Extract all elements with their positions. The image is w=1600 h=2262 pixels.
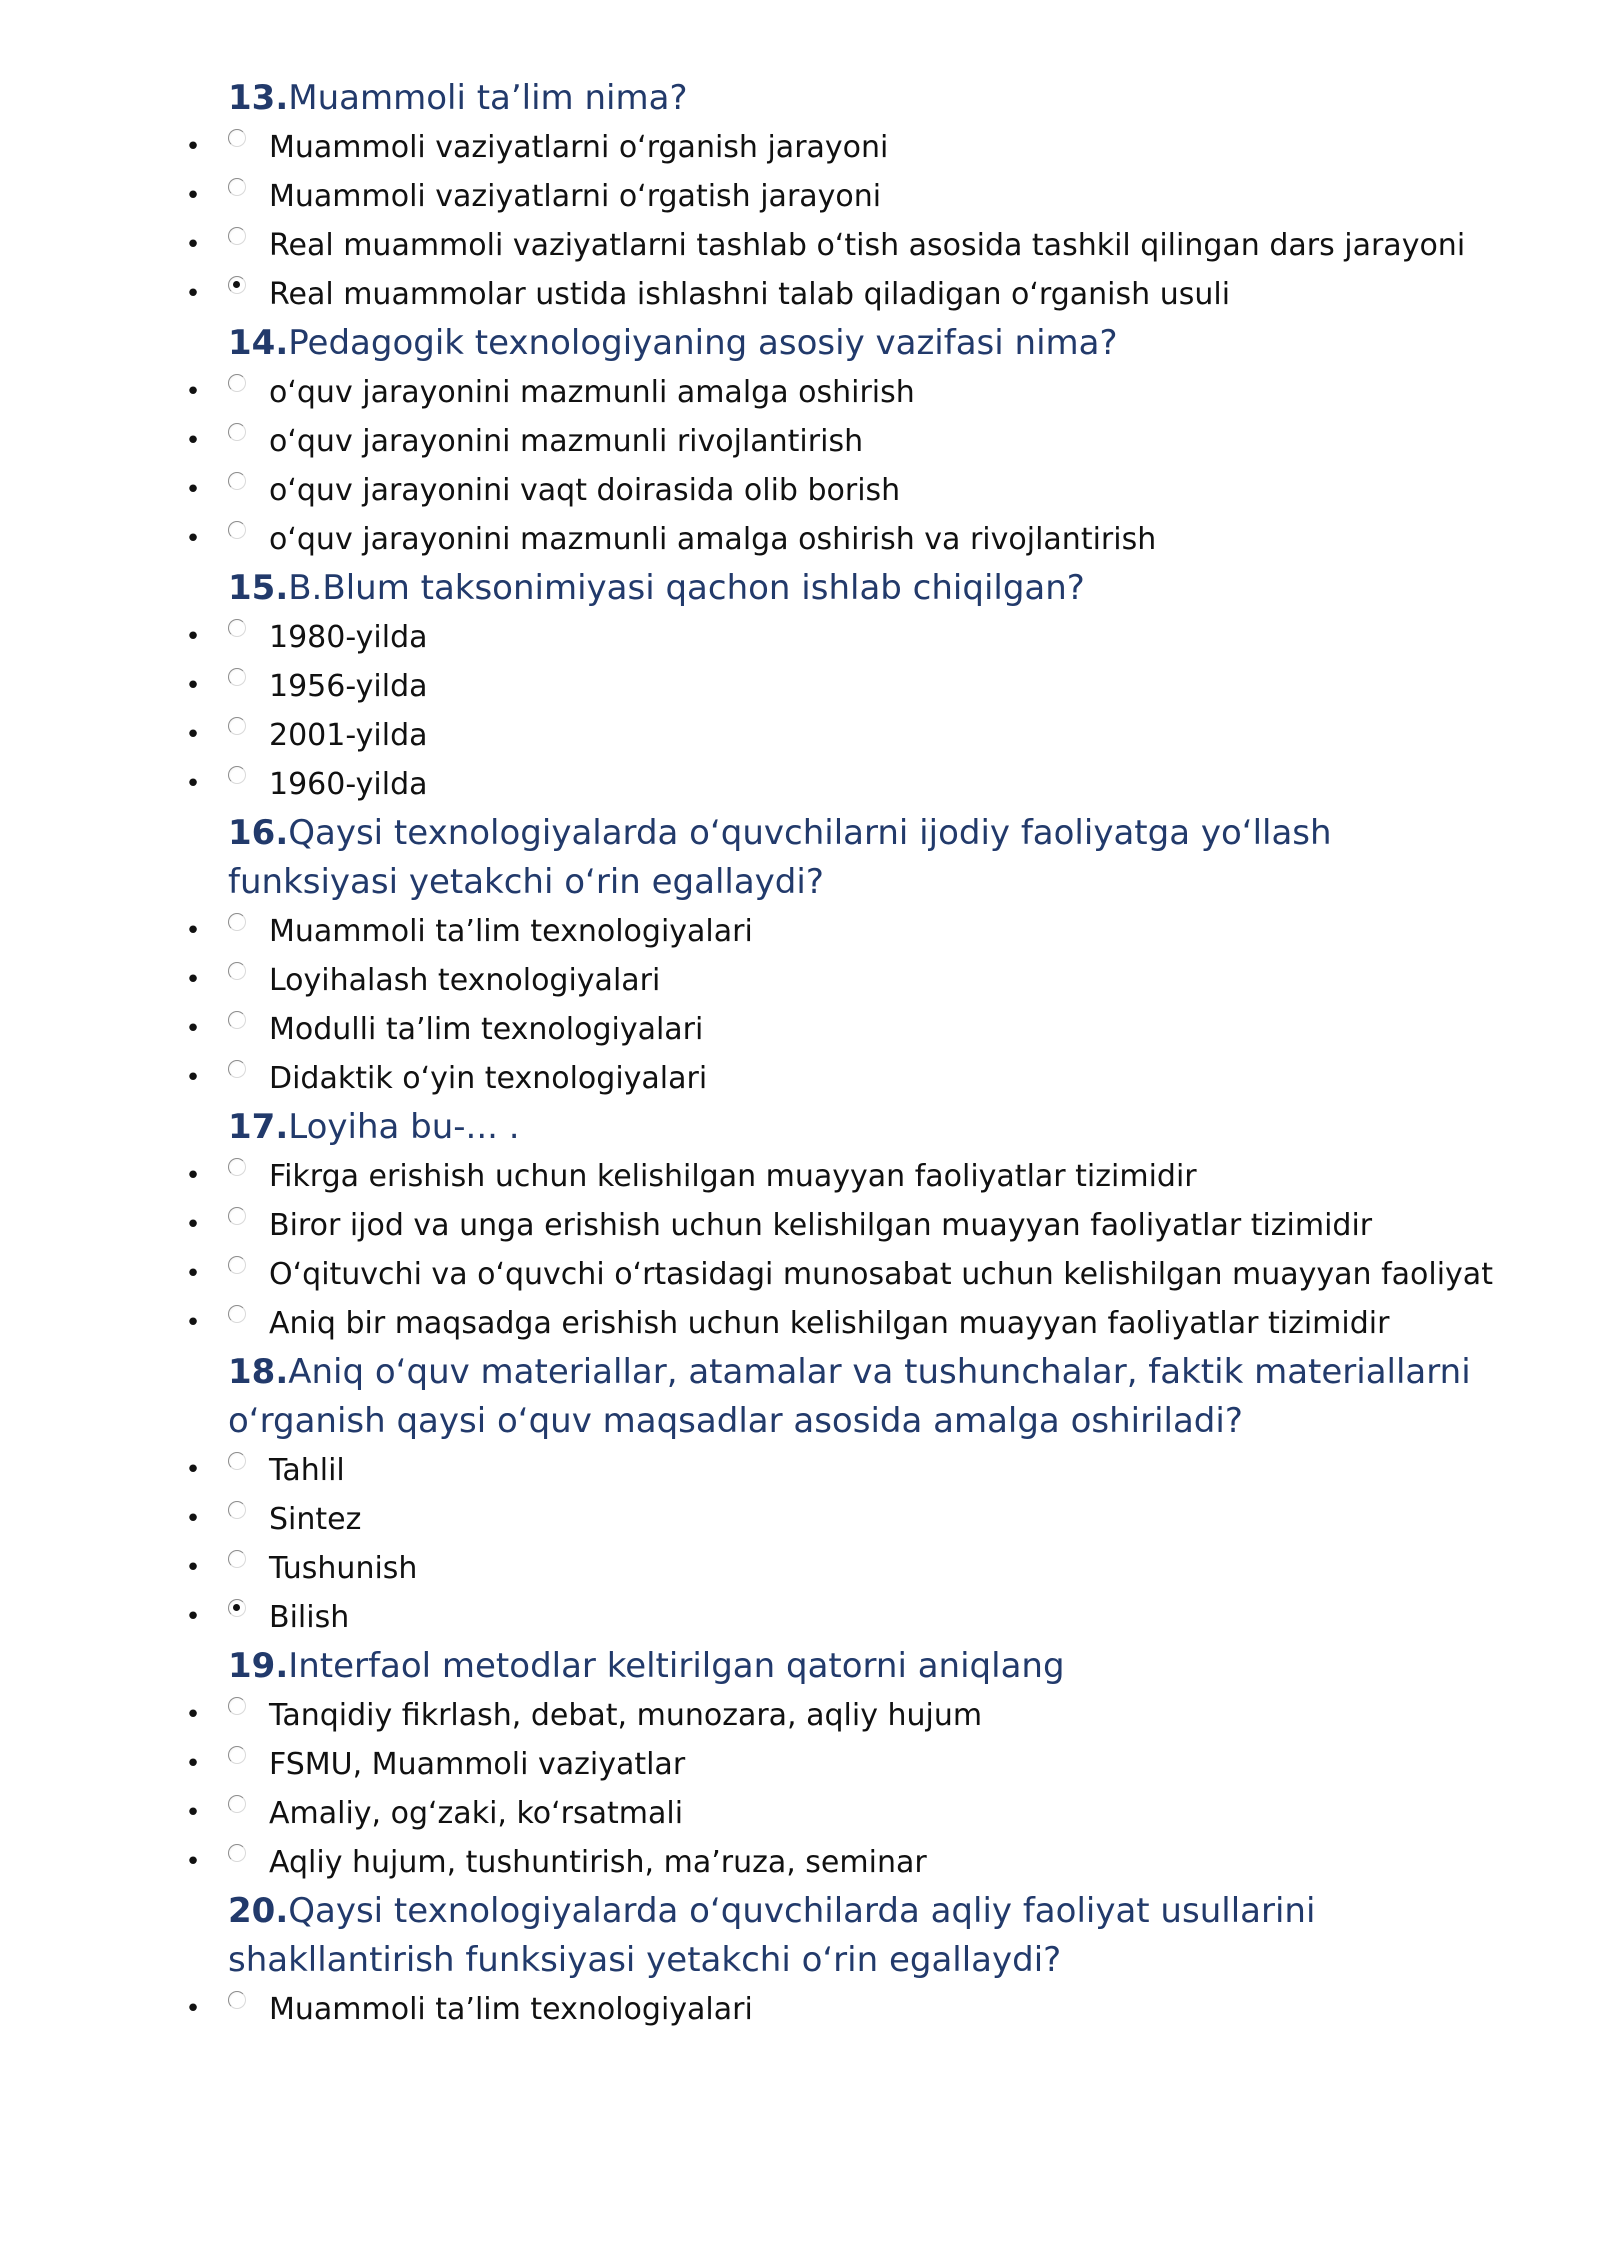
bullet-icon: • (185, 965, 201, 995)
answer-option[interactable] (185, 368, 1500, 417)
question-text: Loyiha bu-... . (288, 1107, 520, 1147)
bullet-icon: • (185, 1161, 201, 1191)
radio-unchecked-icon[interactable] (228, 1256, 246, 1274)
bullet-icon: • (185, 1749, 201, 1779)
answer-list (185, 1691, 1500, 1887)
radio-unchecked-icon[interactable] (228, 1011, 246, 1029)
radio-unchecked-icon[interactable] (228, 1697, 246, 1715)
answer-option[interactable] (185, 1495, 1500, 1544)
answer-label: Muammoli ta’lim texnologiyalari (269, 914, 753, 949)
answer-option[interactable] (185, 172, 1500, 221)
answer-label: o‘quv jarayonini mazmunli rivojlantirish (269, 424, 864, 459)
radio-unchecked-icon[interactable] (228, 227, 246, 245)
bullet-icon: • (185, 377, 201, 407)
bullet-icon: • (185, 1259, 201, 1289)
radio-unchecked-icon[interactable] (228, 178, 246, 196)
radio-checked-icon[interactable] (228, 276, 246, 294)
answer-option[interactable] (185, 662, 1500, 711)
answer-option[interactable] (185, 270, 1500, 319)
answer-list (185, 1446, 1500, 1642)
answer-label: 2001-yilda (269, 718, 428, 753)
question-title (228, 1887, 1500, 1985)
answer-option[interactable] (185, 1544, 1500, 1593)
question-number: 14. (228, 323, 289, 363)
answer-label: Tushunish (269, 1551, 418, 1586)
bullet-icon: • (185, 1504, 201, 1534)
question-number: 18. (228, 1352, 289, 1392)
answer-option[interactable] (185, 1005, 1500, 1054)
bullet-icon: • (185, 720, 201, 750)
answer-label: o‘quv jarayonini mazmunli amalga oshirish (269, 375, 915, 410)
answer-option[interactable] (185, 1838, 1500, 1887)
radio-unchecked-icon[interactable] (228, 1158, 246, 1176)
radio-unchecked-icon[interactable] (228, 1452, 246, 1470)
question-title (228, 319, 1500, 368)
answer-option[interactable] (185, 711, 1500, 760)
radio-unchecked-icon[interactable] (228, 766, 246, 784)
question-title (228, 809, 1500, 907)
bullet-icon: • (185, 426, 201, 456)
radio-unchecked-icon[interactable] (228, 1060, 246, 1078)
radio-unchecked-icon[interactable] (228, 962, 246, 980)
bullet-icon: • (185, 1455, 201, 1485)
question-text: Qaysi texnologiyalarda o‘quvchilarda aqliy faoliyat usullarini shakllantirish funksiyasi yetakchi o‘rin egallaydi? (228, 1891, 1316, 1980)
bullet-icon: • (185, 769, 201, 799)
answer-list (185, 368, 1500, 564)
bullet-icon: • (185, 1553, 201, 1583)
bullet-icon: • (185, 475, 201, 505)
radio-unchecked-icon[interactable] (228, 619, 246, 637)
answer-option[interactable] (185, 1054, 1500, 1103)
radio-unchecked-icon[interactable] (228, 1550, 246, 1568)
answer-label: Fikrga erishish uchun kelishilgan muayyan faoliyatlar tizimidir (269, 1159, 1197, 1194)
answer-label: O‘qituvchi va o‘quvchi o‘rtasidagi munosabat uchun kelishilgan muayyan faoliyat (269, 1257, 1493, 1292)
radio-unchecked-icon[interactable] (228, 374, 246, 392)
answer-label: Tahlil (269, 1453, 345, 1488)
answer-option[interactable] (185, 1593, 1500, 1642)
answer-option[interactable] (185, 417, 1500, 466)
question-title (228, 564, 1500, 613)
radio-unchecked-icon[interactable] (228, 129, 246, 147)
answer-label: Sintez (269, 1502, 362, 1537)
bullet-icon: • (185, 132, 201, 162)
question-number: 13. (228, 78, 289, 118)
answer-option[interactable] (185, 1250, 1500, 1299)
radio-checked-icon[interactable] (228, 1599, 246, 1617)
radio-unchecked-icon[interactable] (228, 521, 246, 539)
radio-unchecked-icon[interactable] (228, 423, 246, 441)
bullet-icon: • (185, 181, 201, 211)
question-block (185, 809, 1500, 1103)
answer-option[interactable] (185, 123, 1500, 172)
question-title (228, 1348, 1500, 1446)
bullet-icon: • (185, 622, 201, 652)
answer-label: 1960-yilda (269, 767, 428, 802)
bullet-icon: • (185, 279, 201, 309)
answer-option[interactable] (185, 515, 1500, 564)
radio-unchecked-icon[interactable] (228, 717, 246, 735)
answer-option[interactable] (185, 1985, 1500, 2034)
bullet-icon: • (185, 1994, 201, 2024)
question-block (185, 1642, 1500, 1887)
radio-unchecked-icon[interactable] (228, 1795, 246, 1813)
answer-label: FSMU, Muammoli vaziyatlar (269, 1747, 686, 1782)
radio-unchecked-icon[interactable] (228, 913, 246, 931)
answer-label: Biror ijod va unga erishish uchun kelishilgan muayyan faoliyatlar tizimidir (269, 1208, 1373, 1243)
answer-list (185, 123, 1500, 319)
radio-unchecked-icon[interactable] (228, 1501, 246, 1519)
answer-label: Real muammolar ustida ishlashni talab qiladigan o‘rganish usuli (269, 277, 1231, 312)
answer-label: o‘quv jarayonini mazmunli amalga oshirish va rivojlantirish (269, 522, 1157, 557)
answer-label: Real muammoli vaziyatlarni tashlab o‘tish asosida tashkil qilingan dars jarayoni (269, 228, 1466, 263)
bullet-icon: • (185, 1210, 201, 1240)
radio-unchecked-icon[interactable] (228, 472, 246, 490)
question-text: Pedagogik texnologiyaning asosiy vazifasi nima? (288, 323, 1118, 363)
answer-label: Aniq bir maqsadga erishish uchun kelishilgan muayyan faoliyatlar tizimidir (269, 1306, 1390, 1341)
bullet-icon: • (185, 524, 201, 554)
radio-unchecked-icon[interactable] (228, 1207, 246, 1225)
bullet-icon: • (185, 1308, 201, 1338)
question-title (228, 1642, 1500, 1691)
answer-option[interactable] (185, 613, 1500, 662)
answer-option[interactable] (185, 1201, 1500, 1250)
question-title (228, 74, 1500, 123)
question-title (228, 1103, 1500, 1152)
question-block (185, 564, 1500, 809)
bullet-icon: • (185, 1700, 201, 1730)
answer-list (185, 1985, 1500, 2034)
question-number: 16. (228, 813, 289, 853)
question-text: Qaysi texnologiyalarda o‘quvchilarni ijodiy faoliyatga yo‘llash funksiyasi yetakchi o‘rin egallaydi? (228, 813, 1332, 902)
quiz-list (185, 74, 1500, 2034)
radio-unchecked-icon[interactable] (228, 1991, 246, 2009)
radio-unchecked-icon[interactable] (228, 1305, 246, 1323)
answer-option[interactable] (185, 760, 1500, 809)
answer-list (185, 1152, 1500, 1348)
answer-list (185, 907, 1500, 1103)
question-number: 20. (228, 1891, 289, 1931)
answer-option[interactable] (185, 466, 1500, 515)
answer-option[interactable] (185, 1152, 1500, 1201)
answer-option[interactable] (185, 907, 1500, 956)
answer-option[interactable] (185, 956, 1500, 1005)
answer-label: Bilish (269, 1600, 350, 1635)
question-block (185, 74, 1500, 319)
bullet-icon: • (185, 916, 201, 946)
question-number: 15. (228, 568, 289, 608)
bullet-icon: • (185, 1014, 201, 1044)
answer-label: Muammoli ta’lim texnologiyalari (269, 1992, 753, 2027)
answer-label: Amaliy, og‘zaki, ko‘rsatmali (269, 1796, 684, 1831)
question-text: B.Blum taksonimiyasi qachon ishlab chiqilgan? (288, 568, 1085, 608)
question-block (185, 319, 1500, 564)
answer-label: 1980-yilda (269, 620, 428, 655)
bullet-icon: • (185, 230, 201, 260)
answer-label: Loyihalash texnologiyalari (269, 963, 661, 998)
bullet-icon: • (185, 671, 201, 701)
answer-label: Modulli ta’lim texnologiyalari (269, 1012, 704, 1047)
answer-option[interactable] (185, 1691, 1500, 1740)
radio-unchecked-icon[interactable] (228, 1844, 246, 1862)
answer-label: Muammoli vaziyatlarni o‘rgatish jarayoni (269, 179, 882, 214)
question-block (185, 1103, 1500, 1348)
question-number: 19. (228, 1646, 289, 1686)
answer-label: o‘quv jarayonini vaqt doirasida olib borish (269, 473, 901, 508)
answer-label: Tanqidiy fikrlash, debat, munozara, aqliy hujum (269, 1698, 983, 1733)
question-text: Interfaol metodlar keltirilgan qatorni aniqlang (288, 1646, 1065, 1686)
answer-option[interactable] (185, 221, 1500, 270)
question-text: Muammoli ta’lim nima? (288, 78, 688, 118)
bullet-icon: • (185, 1798, 201, 1828)
radio-unchecked-icon[interactable] (228, 1746, 246, 1764)
radio-unchecked-icon[interactable] (228, 668, 246, 686)
question-block (185, 1348, 1500, 1642)
bullet-icon: • (185, 1063, 201, 1093)
question-text: Aniq o‘quv materiallar, atamalar va tushunchalar, faktik materiallarni o‘rganish qaysi o‘quv maqsadlar asosida amalga oshiriladi? (228, 1352, 1471, 1441)
answer-list (185, 613, 1500, 809)
answer-option[interactable] (185, 1740, 1500, 1789)
answer-option[interactable] (185, 1299, 1500, 1348)
answer-label: Aqliy hujum, tushuntirish, ma’ruza, seminar (269, 1845, 927, 1880)
bullet-icon: • (185, 1847, 201, 1877)
answer-label: Muammoli vaziyatlarni o‘rganish jarayoni (269, 130, 889, 165)
answer-option[interactable] (185, 1789, 1500, 1838)
answer-label: 1956-yilda (269, 669, 428, 704)
answer-option[interactable] (185, 1446, 1500, 1495)
answer-label: Didaktik o‘yin texnologiyalari (269, 1061, 708, 1096)
question-number: 17. (228, 1107, 289, 1147)
question-block (185, 1887, 1500, 2034)
bullet-icon: • (185, 1602, 201, 1632)
